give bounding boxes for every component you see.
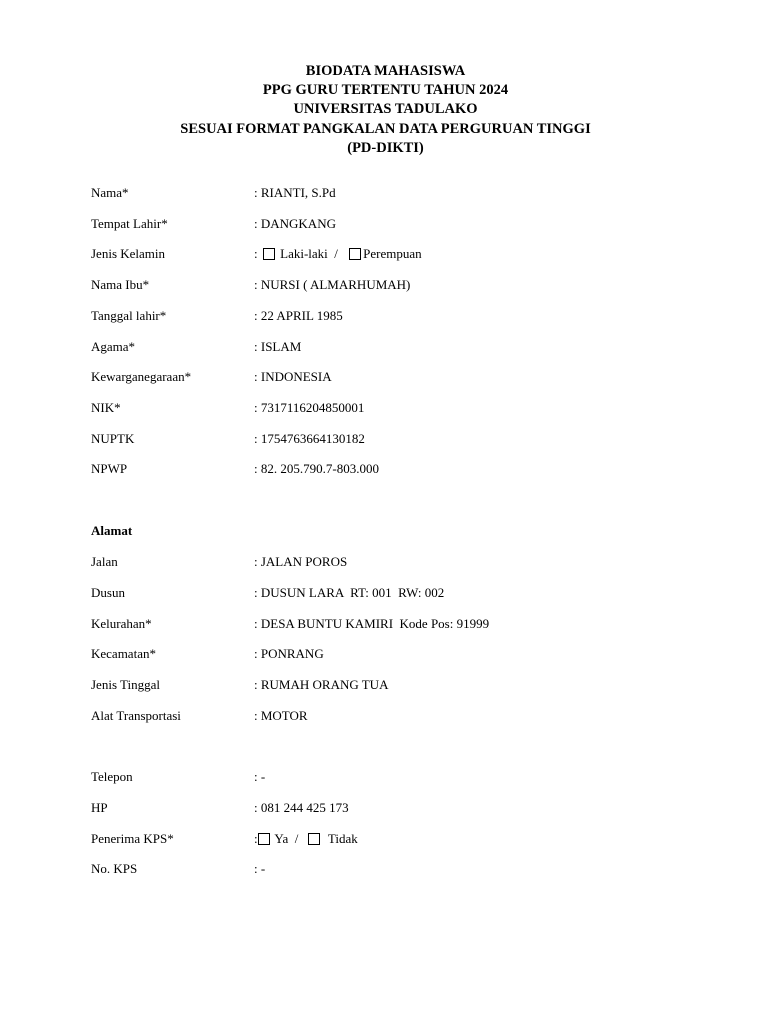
field-label: Dusun <box>91 585 125 600</box>
field-label: No. KPS <box>91 861 138 876</box>
field-label: Nama* <box>91 185 129 200</box>
checkbox-ya[interactable] <box>258 833 270 845</box>
field-label: Penerima KPS* <box>91 831 174 846</box>
field-value: : 22 APRIL 1985 <box>254 308 343 323</box>
checkbox-perempuan[interactable] <box>349 248 361 260</box>
field-value: : 82. 205.790.7-803.000 <box>254 461 379 476</box>
field-value: : DUSUN LARA RT: 001 RW: 002 <box>254 585 445 600</box>
field-value: : NURSI ( ALMARHUMAH) <box>254 277 411 292</box>
title-line-1: BIODATA MAHASISWA <box>305 63 466 79</box>
field-value: : RUMAH ORANG TUA <box>254 677 389 692</box>
field-value: : PONRANG <box>254 646 324 661</box>
field-label: Jalan <box>91 554 118 569</box>
field-value <box>254 245 422 263</box>
field-value: : 1754763664130182 <box>254 431 365 446</box>
field-value: : - <box>254 769 266 784</box>
field-label: Alat Transportasi <box>91 708 181 723</box>
colon: : <box>254 246 258 261</box>
field-label: NPWP <box>91 461 128 476</box>
option-perempuan: Perempuan <box>363 246 422 261</box>
checkbox-laki-laki[interactable] <box>263 248 275 260</box>
title-line-5: (PD-DIKTI) <box>347 139 424 156</box>
section-title-alamat: Alamat <box>91 523 133 538</box>
field-value: : - <box>254 861 266 876</box>
field-label: Tanggal lahir* <box>91 308 167 323</box>
checkbox-tidak[interactable] <box>308 833 320 845</box>
field-label: Telepon <box>91 769 133 784</box>
field-value: : JALAN POROS <box>254 554 348 569</box>
title-line-2: PPG GURU TERTENTU TAHUN 2024 <box>262 82 509 99</box>
field-label: Agama* <box>91 339 136 354</box>
field-label: NUPTK <box>91 431 135 446</box>
option-laki-laki: Laki-laki / <box>280 246 338 261</box>
field-value: : DANGKANG <box>254 216 336 231</box>
field-value: : 081 244 425 173 <box>254 800 349 815</box>
field-label: Nama Ibu* <box>91 277 150 292</box>
field-value: : 7317116204850001 <box>254 400 365 415</box>
field-label: Kecamatan* <box>91 646 156 661</box>
option-tidak: Tidak <box>327 831 358 846</box>
field-label: Kelurahan* <box>91 616 152 631</box>
field-label: Jenis Tinggal <box>91 677 160 692</box>
colon: : <box>254 831 258 846</box>
field-label: Tempat Lahir* <box>91 216 168 231</box>
field-label: HP <box>91 800 108 815</box>
field-value: : RIANTI, S.Pd <box>254 185 336 200</box>
field-value: : DESA BUNTU KAMIRI Kode Pos: 91999 <box>254 616 490 631</box>
field-label: Jenis Kelamin <box>91 246 166 261</box>
field-value: : ISLAM <box>254 339 302 354</box>
title-line-4: SESUAI FORMAT PANGKALAN DATA PERGURUAN TINGGI <box>180 120 591 137</box>
document-title <box>0 62 768 158</box>
field-label: Kewarganegaraan* <box>91 369 192 384</box>
field-label: NIK* <box>91 400 121 415</box>
field-value: : MOTOR <box>254 708 308 723</box>
option-ya: Ya / <box>274 831 299 846</box>
field-value: : INDONESIA <box>254 369 332 384</box>
title-line-3: UNIVERSITAS TADULAKO <box>293 101 478 118</box>
field-value <box>254 830 358 848</box>
